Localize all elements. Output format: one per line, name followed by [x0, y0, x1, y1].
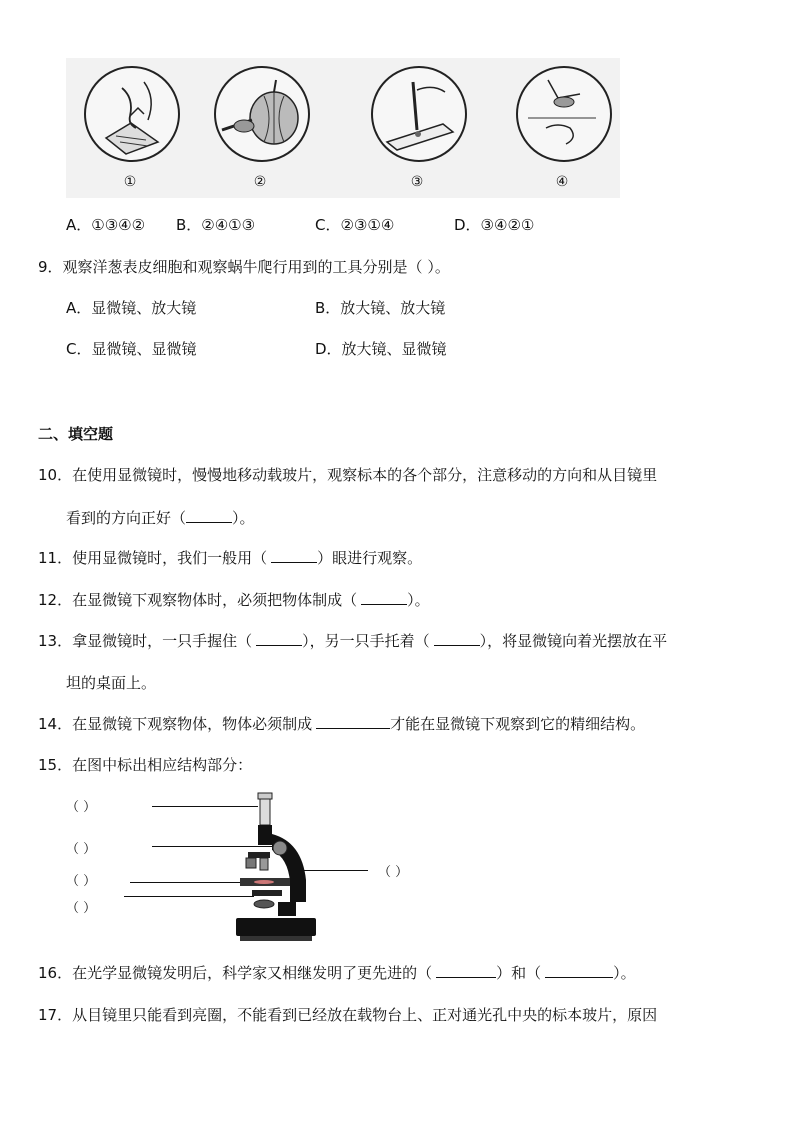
q15-label-1[interactable]: （ ）: [66, 800, 97, 815]
q10-line-2: [66, 508, 255, 528]
q13-text-c: ），将显微镜向着光摆放在平: [479, 632, 668, 650]
q8-figure-1-icon: [84, 66, 180, 162]
q8-figure-4-icon: [516, 66, 612, 162]
q14-line: [38, 714, 645, 734]
section-title-fill-in: 二、填空题: [38, 425, 114, 443]
q14-text-a: 14．在显微镜下观察物体，物体必须制成: [38, 715, 313, 733]
q11-blank[interactable]: [271, 548, 317, 563]
q9-option-b: B．放大镜、放大镜: [315, 299, 446, 317]
q15-stem: 15．在图中标出相应结构部分：: [38, 756, 253, 774]
q8-figure-4-number: ④: [555, 174, 569, 190]
q9-option-a: A．显微镜、放大镜: [66, 299, 197, 317]
q8-option-b: B．②④①③: [176, 216, 256, 234]
q8-figure-3-icon: [371, 66, 467, 162]
q13-blank-1[interactable]: [256, 631, 302, 646]
q13-line-2: 坦的桌面上。: [66, 674, 157, 692]
q12-line: [38, 590, 430, 610]
q8-figure-2-icon: [214, 66, 310, 162]
q10-blank[interactable]: [186, 508, 232, 523]
q13-blank-2[interactable]: [434, 631, 480, 646]
q12-text-a: 12．在显微镜下观察物体时，必须把物体制成（: [38, 591, 358, 609]
q14-text-b: 才能在显微镜下观察到它的精细结构。: [390, 715, 646, 733]
q12-blank[interactable]: [361, 590, 407, 605]
q13-text-b: ），另一只手托着（: [302, 632, 430, 650]
q9-option-c: C．显微镜、显微镜: [66, 340, 197, 358]
q10-text-b: ）。: [232, 509, 255, 527]
q16-blank-1[interactable]: [436, 963, 496, 978]
q13-line-1: [38, 631, 667, 651]
q9-stem: 9．观察洋葱表皮细胞和观察蜗牛爬行用到的工具分别是（ ）。: [38, 258, 450, 276]
q16-text-a: 16．在光学显微镜发明后，科学家又相继发明了更先进的（: [38, 964, 433, 982]
q8-figure-1-number: ①: [123, 174, 137, 190]
q16-text-c: ）。: [613, 964, 636, 982]
q11-text-b: ）眼进行观察。: [317, 549, 423, 567]
q15-label-3[interactable]: （ ）: [66, 874, 97, 889]
q11-text-a: 11．使用显微镜时，我们一般用（: [38, 549, 268, 567]
q10-text-a: 看到的方向正好（: [66, 509, 187, 527]
q13-text-a: 13．拿显微镜时，一只手握住（: [38, 632, 253, 650]
q15-label-2[interactable]: （ ）: [66, 842, 97, 857]
q17-line-1: 17．从目镜里只能看到亮圈，不能看到已经放在载物台上、正对通光孔中央的标本玻片，原因: [38, 1006, 658, 1024]
q14-blank[interactable]: [316, 714, 390, 729]
q15-label-5[interactable]: （ ）: [378, 865, 409, 880]
q16-line: [38, 963, 636, 983]
q8-option-a: A．①③④②: [66, 216, 146, 234]
q15-label-4[interactable]: （ ）: [66, 901, 97, 916]
q16-blank-2[interactable]: [545, 963, 613, 978]
q12-text-b: ）。: [407, 591, 430, 609]
q8-figure-strip: [66, 58, 620, 198]
q10-line-1: 10．在使用显微镜时，慢慢地移动载玻片，观察标本的各个部分，注意移动的方向和从目镜里: [38, 466, 658, 484]
q16-text-b: ）和（: [496, 964, 542, 982]
q8-option-d: D．③④②①: [454, 216, 535, 234]
microscope-icon: [228, 790, 328, 945]
q9-option-d: D．放大镜、显微镜: [315, 340, 447, 358]
q8-figure-2-number: ②: [253, 174, 267, 190]
q11-line: [38, 548, 422, 568]
q8-option-c: C．②③①④: [315, 216, 395, 234]
q8-figure-3-number: ③: [410, 174, 424, 190]
